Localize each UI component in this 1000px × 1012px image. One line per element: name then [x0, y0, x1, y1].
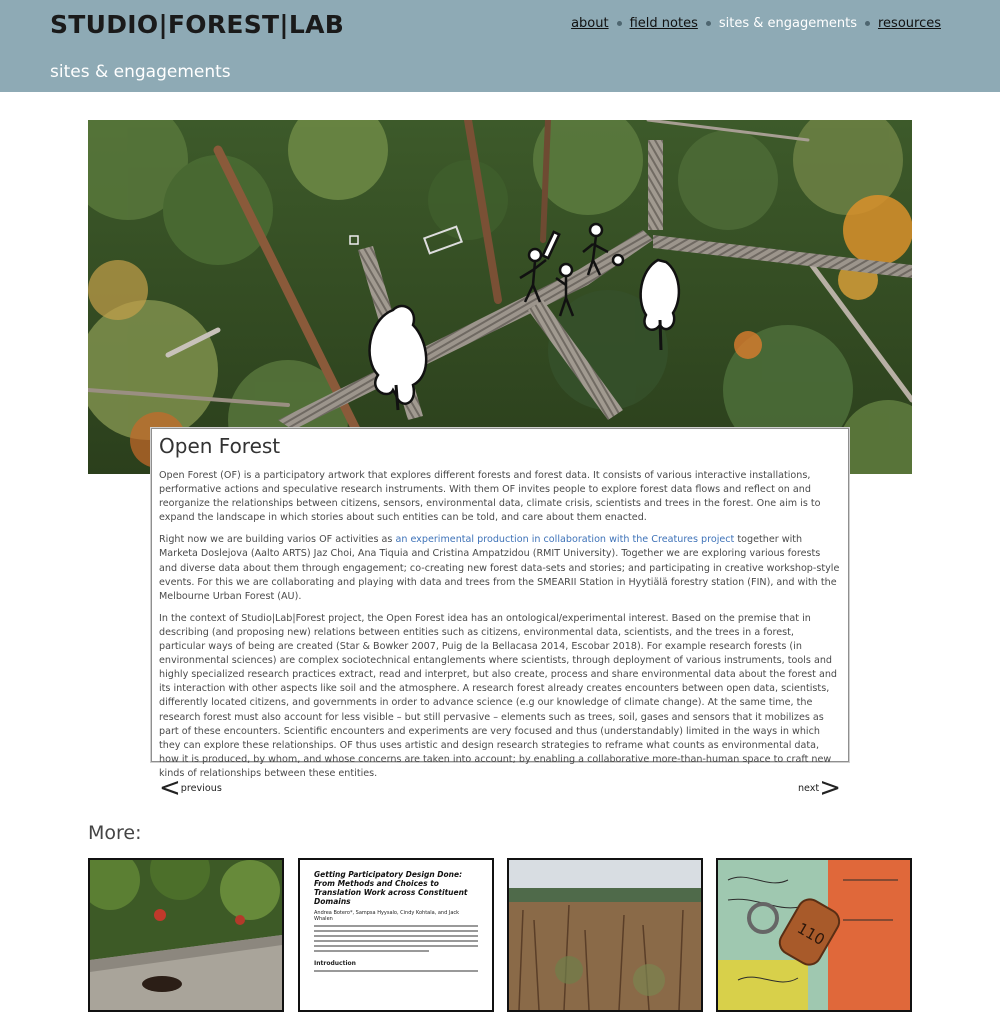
pagination — [159, 773, 841, 803]
next-label: next — [797, 782, 820, 794]
nav-link-about[interactable]: about — [571, 16, 609, 31]
paper-thumbnail-authors: Andrea Botero*, Sampsa Hyysalo, Cindy Kohtala, and Jack Whalen — [314, 910, 460, 922]
key-tag-number: 110 — [794, 919, 828, 949]
paper-thumbnail-title: Getting Participatory Design Done: From Methods and Choices to Translation Work across Constituent Domains — [314, 870, 468, 906]
nav-separator-dot — [617, 21, 622, 26]
article-paragraph-2 — [159, 533, 841, 603]
nav-separator-dot — [865, 21, 870, 26]
paper-text-line — [314, 945, 478, 947]
thumbnail-paper[interactable] — [298, 858, 494, 1012]
paper-thumbnail-section: Introduction — [314, 960, 356, 967]
article-paragraph-1: Open Forest (OF) is a participatory artwork that explores different forests and forest data. It consists of various interactive installations, performative actions and speculative research instruments. With them OF invites people to explore forest data flows and reflect on and reorganize the relationships between citizens, sensors, environmental data, climate crisis, scientists and trees in the forest. One aim is to expand the landscape in which stories about such entities can be told, and care about them enacted. — [159, 470, 821, 524]
article-paragraph-2-rest: together with Marketa Doslejova (Aalto ARTS) Jaz Choi, Ana Tiquia and Cristina Ampatzidou (RMIT University). Together we are exploring various forests and diverse data about them through engagement; co-creating new forest data-sets and stories; and participating in creative workshop-style events. For this we are collaborating and playing with data and trees from the SMEARII Station in Hyytiälä forestry station (FIN), and with the Melbourne Urban Forest (AU). — [159, 534, 840, 602]
paper-text-line — [314, 950, 429, 952]
article-card — [151, 428, 849, 779]
thumbnail-bog[interactable] — [507, 858, 703, 1012]
thumbnail-map-tag[interactable] — [716, 858, 912, 1012]
main-nav — [571, 16, 941, 31]
nav-link-sites-engagements[interactable]: sites & engagements — [718, 16, 857, 31]
thumbnail-caterpillar[interactable] — [88, 858, 284, 1012]
article-paragraph-2-intro: Right now we are building varios OF activities as — [159, 534, 396, 546]
next-link[interactable] — [797, 773, 841, 803]
article-title: Open Forest — [159, 434, 281, 458]
more-thumbnails — [88, 858, 912, 1000]
previous-link[interactable] — [159, 773, 222, 803]
creatures-project-link[interactable]: an experimental production in collaboration with the Creatures project — [395, 534, 735, 546]
chevron-right-icon: > — [819, 773, 841, 803]
nav-separator-dot — [706, 21, 711, 26]
paper-text-line — [314, 925, 478, 927]
site-brand[interactable]: STUDIO|FOREST|LAB — [50, 10, 345, 39]
hero-image-forest-boardwalk — [88, 120, 912, 474]
article-paragraph-3: In the context of Studio|Lab|Forest project, the Open Forest idea has an ontological/experimental interest. Based on the premise that in describing (and proposing new) relations between entities such as citizens, environmental data, scientists, and the trees in a forest, particular ways of being are created (Star & Bowker 2007, Puig de la Bellacasa 2014, Escobar 2018). For example research forests (in environmental sciences) are complex sociotechnical entanglements where scientists, through deployment of various instruments, tools and highly specialized research practices extract, read and interpret, but also create, process and share environmental data about the forest and its interaction with other aspects like soil and the atmosphere. A research forest already creates encounters between open data, scientists, differently located citizens, and governments in order to advance science (e.g our knowledge of climate change). At the same time, the research forest must also account for less visible – but still pervasive – elements such as trees, soil, gases and sensors that it mobilizes as part of these encounters. Scientific encounters and experiments are very focused and thus (understandably) limited in the ways in which they can explore these relationships. OF thus uses artistic and design research strategies to reframe what counts as environmental data, how it is produced, by whom, and whose concerns are taken into account; by enabling a collaborative more-than-human space to craft new kinds of relationships between these entities. — [159, 612, 838, 779]
previous-label: previous — [180, 782, 222, 794]
chevron-left-icon: < — [159, 773, 181, 803]
paper-text-line — [314, 970, 478, 972]
paper-text-line — [314, 935, 478, 937]
paper-text-line — [314, 930, 478, 932]
more-section-title: More: — [88, 822, 142, 844]
paper-text-line — [314, 940, 478, 942]
site-header — [0, 0, 1000, 92]
nav-link-resources[interactable]: resources — [877, 16, 941, 31]
nav-link-field-notes[interactable]: field notes — [629, 16, 698, 31]
page-subtitle: sites & engagements — [50, 62, 231, 82]
